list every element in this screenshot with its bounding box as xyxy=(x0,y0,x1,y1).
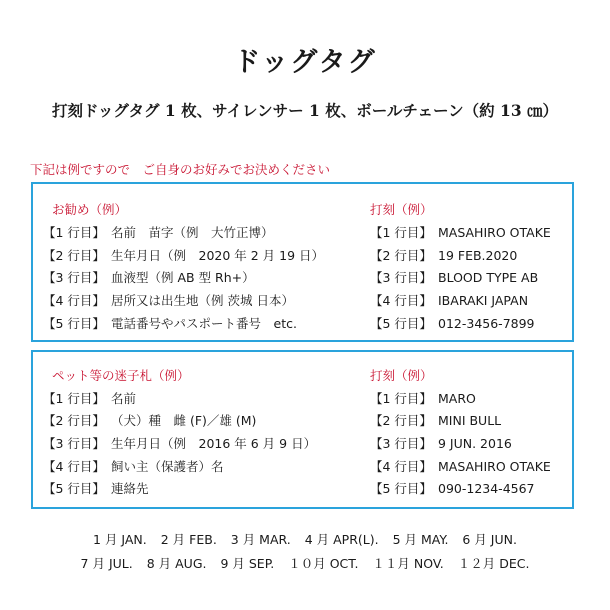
row-number: 【1 行目】 xyxy=(43,225,105,240)
section1-row-3 xyxy=(43,268,255,286)
month-label: 3 月 MAR. xyxy=(230,532,291,547)
row-number: 【5 行目】 xyxy=(43,316,105,331)
month-label: １０月 OCT. xyxy=(288,556,359,571)
row-number: 【1 行目】 xyxy=(43,391,105,406)
row-number: 【4 行目】 xyxy=(370,293,432,308)
month-label: 7 月 JUL. xyxy=(80,556,133,571)
month-label: 8 月 AUG. xyxy=(146,556,207,571)
section2-row-4 xyxy=(43,457,224,475)
page-title: ドッグタグ xyxy=(233,47,377,78)
section1-row-4 xyxy=(43,291,294,309)
section1-engraving-5 xyxy=(370,314,535,332)
row-number: 【3 行目】 xyxy=(370,436,432,451)
section2-engraving-3 xyxy=(370,434,512,452)
section2-row-2 xyxy=(43,411,256,429)
row-number: 【5 行目】 xyxy=(43,481,105,496)
row-number: 【2 行目】 xyxy=(43,248,105,263)
engraving-text: 012-3456-7899 xyxy=(438,316,535,331)
section2-engraving-1 xyxy=(370,389,476,407)
row-number: 【5 行目】 xyxy=(370,316,432,331)
row-description: 名前 苗字（例 大竹正博） xyxy=(111,225,274,240)
section2-engraving-4 xyxy=(370,457,551,475)
section1-engraving-4 xyxy=(370,291,528,309)
row-description: 電話番号やパスポート番号 etc. xyxy=(111,316,297,331)
month-label: １２月 DEC. xyxy=(457,556,530,571)
engraving-text: MARO xyxy=(438,391,476,406)
section2-engraving-5 xyxy=(370,479,535,497)
row-description: 居所又は出生地（例 茨城 日本） xyxy=(111,293,294,308)
month-abbreviations-line-1 xyxy=(0,530,610,548)
row-number: 【1 行目】 xyxy=(370,225,432,240)
row-number: 【3 行目】 xyxy=(43,270,105,285)
row-number: 【4 行目】 xyxy=(43,293,105,308)
engraving-text: MINI BULL xyxy=(438,413,502,428)
section2-row-1 xyxy=(43,389,136,407)
engraving-text: BLOOD TYPE AB xyxy=(438,270,539,285)
section1-row-1 xyxy=(43,223,274,241)
month-label: １１月 NOV. xyxy=(372,556,444,571)
section1-engraving-3 xyxy=(370,268,538,286)
row-number: 【3 行目】 xyxy=(43,436,105,451)
section2-engraving-2 xyxy=(370,411,501,429)
section1-row-2 xyxy=(43,246,324,264)
month-label: 4 月 APR(L). xyxy=(304,532,379,547)
engraving-text: 090-1234-4567 xyxy=(438,481,535,496)
engraving-text: MASAHIRO OTAKE xyxy=(438,459,551,474)
month-label: 5 月 MAY. xyxy=(392,532,449,547)
engraving-text: 9 JUN. 2016 xyxy=(438,436,512,451)
row-number: 【4 行目】 xyxy=(43,459,105,474)
row-description: 連絡先 xyxy=(111,481,149,496)
row-description: （犬）種 雌 (F)／雄 (M) xyxy=(111,413,257,428)
row-number: 【1 行目】 xyxy=(370,391,432,406)
section1-row-5 xyxy=(43,314,297,332)
row-description: 生年月日（例 2020 年 2 月 19 日） xyxy=(111,248,325,263)
month-abbreviations-line-2 xyxy=(0,554,610,572)
row-description: 生年月日（例 2016 年 6 月 9 日） xyxy=(111,436,317,451)
month-label: 2 月 FEB. xyxy=(160,532,217,547)
section1-engraving-1 xyxy=(370,223,551,241)
row-number: 【2 行目】 xyxy=(370,413,432,428)
month-label: 6 月 JUN. xyxy=(462,532,517,547)
row-description: 飼い主（保護者）名 xyxy=(111,459,224,474)
section2-row-5 xyxy=(43,479,149,497)
engraving-text: 19 FEB.2020 xyxy=(438,248,518,263)
section2-heading-right: 打刻（例） xyxy=(370,368,433,383)
row-number: 【4 行目】 xyxy=(370,459,432,474)
month-label: 9 月 SEP. xyxy=(220,556,275,571)
example-note: 下記は例ですので ご自身のお好みでお決めください xyxy=(30,162,331,177)
section1-heading-right: 打刻（例） xyxy=(370,202,433,217)
row-number: 【2 行目】 xyxy=(43,413,105,428)
row-number: 【5 行目】 xyxy=(370,481,432,496)
section1-engraving-2 xyxy=(370,246,517,264)
row-description: 血液型（例 AB 型 Rh+） xyxy=(111,270,255,285)
engraving-text: IBARAKI JAPAN xyxy=(438,293,529,308)
section2-row-3 xyxy=(43,434,316,452)
row-number: 【3 行目】 xyxy=(370,270,432,285)
row-number: 【2 行目】 xyxy=(370,248,432,263)
row-description: 名前 xyxy=(111,391,137,406)
section1-heading-left: お勧め（例） xyxy=(52,202,128,217)
contents-description: 打刻ドッグタグ 1 枚、サイレンサー 1 枚、ボールチェーン（約 13 ㎝） xyxy=(51,101,559,120)
engraving-text: MASAHIRO OTAKE xyxy=(438,225,551,240)
month-label: 1 月 JAN. xyxy=(93,532,147,547)
section2-heading-left: ペット等の迷子札（例） xyxy=(52,368,190,383)
